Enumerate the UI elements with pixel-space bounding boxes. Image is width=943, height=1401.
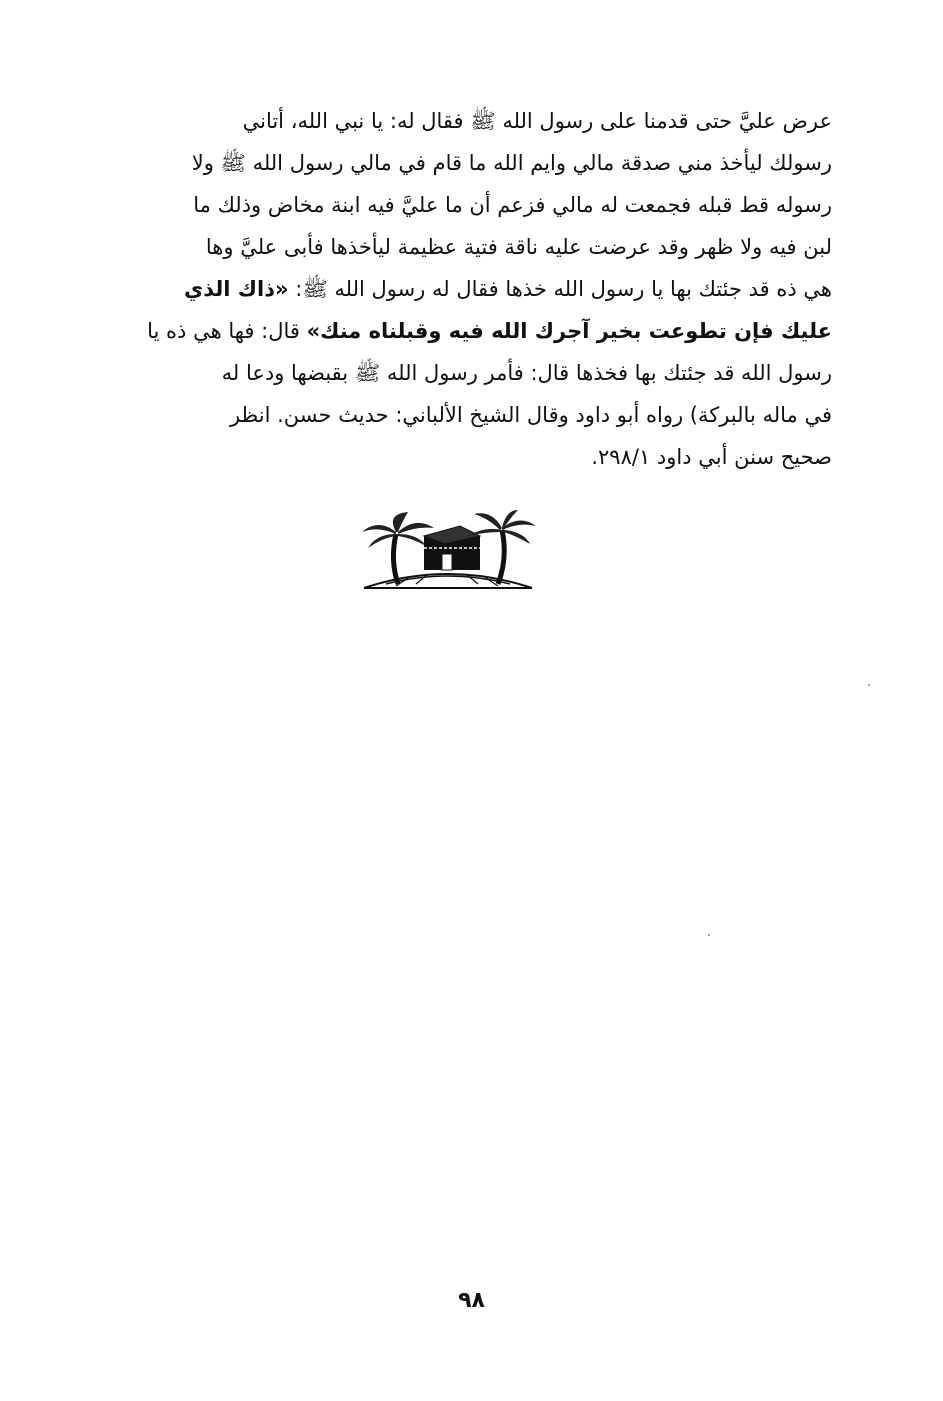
hadith-text <box>80 100 832 478</box>
text-line: رسول الله قد جئتك بها فخذها قال: فأمر رسول الله ﷺ بقبضها ودعا له <box>221 361 832 385</box>
kaaba-palm-trees-icon <box>356 504 540 596</box>
scan-speck <box>868 684 870 686</box>
text-span: قال: فها هي ذه يا <box>147 319 307 343</box>
text-line: صحيح سنن أبي داود ٢٩٨/١. <box>591 445 832 469</box>
text-line: رسولك ليأخذ مني صدقة مالي وايم الله ما قام في مالي رسول الله ﷺ ولا <box>191 151 832 175</box>
scan-speck <box>708 934 710 936</box>
text-span: هي ذه قد جئتك بها يا رسول الله خذها فقال له رسول الله ﷺ: <box>288 277 832 301</box>
text-line: في ماله بالبركة) رواه أبو داود وقال الشيخ الألباني: حديث حسن. انظر <box>229 403 832 427</box>
prophet-quote-end: عليك فإن تطوعت بخير آجرك الله فيه وقبلناه منك» <box>306 319 832 343</box>
text-line: عرض عليَّ حتى قدمنا على رسول الله ﷺ فقال له: يا نبي الله، أتاني <box>242 109 832 133</box>
prophet-quote-start: «ذاك الذي <box>184 277 289 301</box>
text-line <box>80 268 832 310</box>
text-line: رسوله قط قبله فجمعت له مالي فزعم أن ما عليَّ فيه ابنة مخاض وذلك ما <box>193 193 832 217</box>
text-line <box>80 310 832 352</box>
text-line: لبن فيه ولا ظهر وقد عرضت عليه ناقة فتية عظيمة ليأخذها فأبى عليَّ وها <box>205 235 832 259</box>
page-number: ٩٨ <box>458 1288 485 1313</box>
